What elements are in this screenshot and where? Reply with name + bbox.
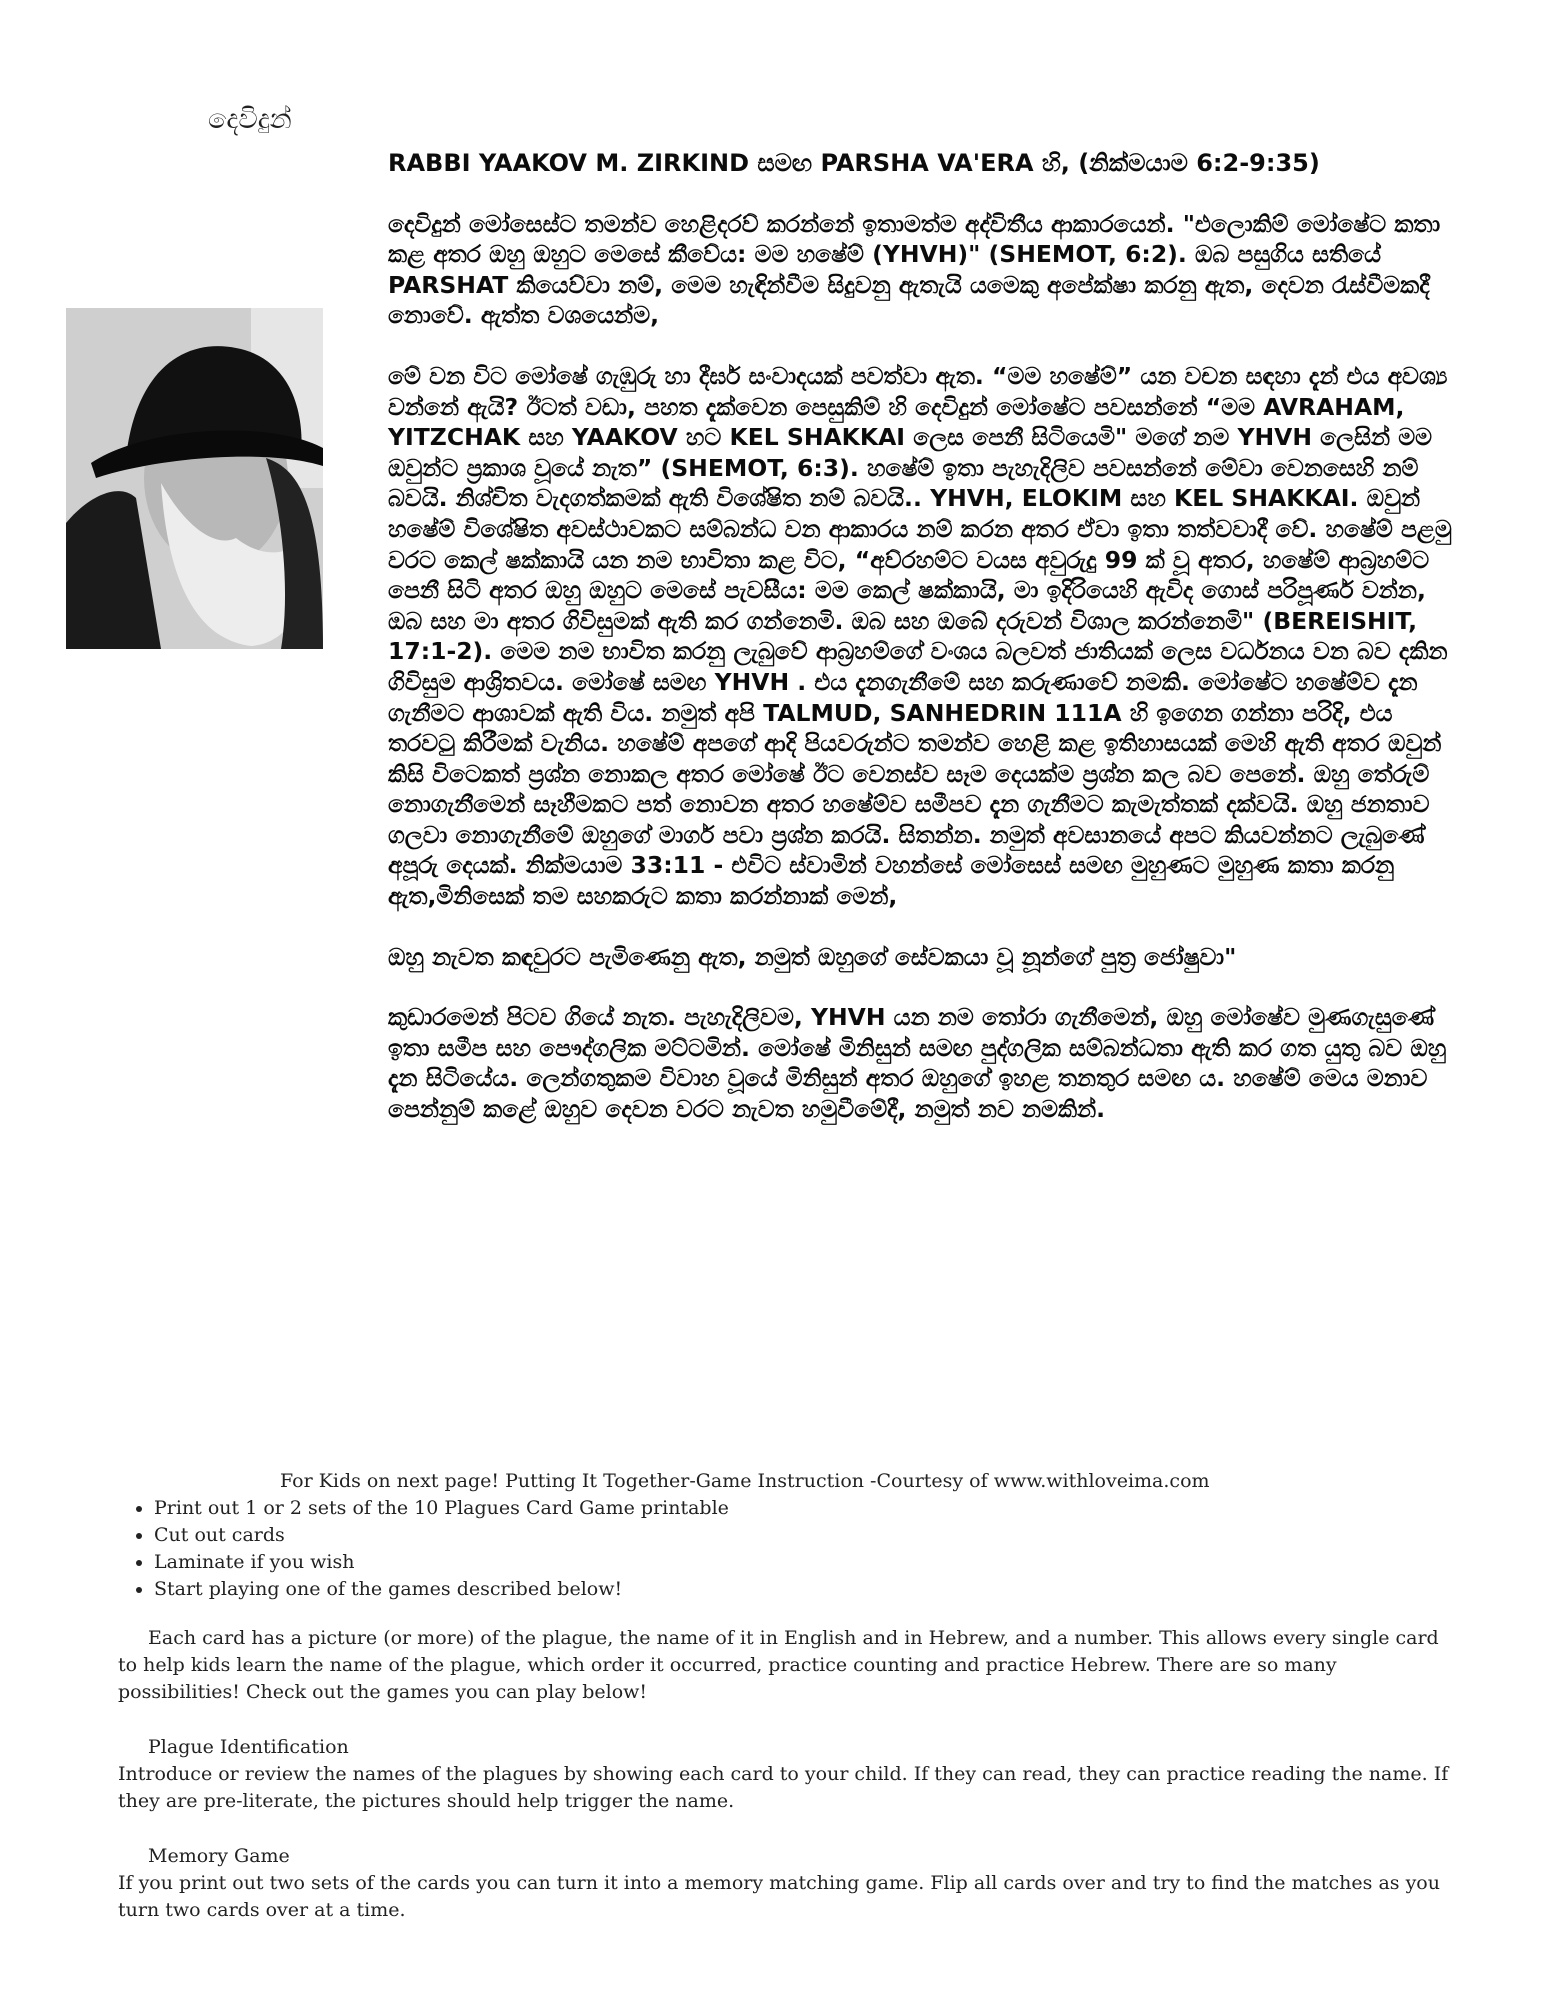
rabbi-portrait-photo — [66, 308, 323, 649]
portrait-illustration — [66, 308, 323, 649]
list-item: • Laminate if you wish — [154, 1549, 1458, 1576]
card-description-paragraph: Each card has a picture (or more) of the plague, the name of it in English and in Hebrew, and a number. This allows every single card to help kids learn the name of the plague, which order it occurred, practice counting and practice Hebrew. There are so many possibilities! Check out the games you can play below! — [118, 1627, 1439, 1703]
game-text-memory: If you print out two sets of the cards you can turn it into a memory matching game. Flip all cards over and try to find the matches as you turn two cards over at a time. — [118, 1872, 1440, 1921]
article-paragraph: මේ වන විට මෝෂේ ගැඹුරු හා දීර්ඝ සංවාදයක් පවත්වා ඇත. “මම හෂේම්” යන වචන සඳහා දැන් එය අවශ්‍ය වන්නේ ඇයි? ඊටත් වඩා, පහත දැක්වෙන පෙසුකිම් හි දෙවිදුන් මෝෂේට පවසන්නේ “මම AVRAHAM, YITZCHAK සහ YAAKOV හට KEL SHAKKAI ලෙස පෙනී සිටියෙමි" මගේ නම YHVH ලෙසින් මම ඔවුන්ට ප්‍රකාශ වූයේ නැත” (SHEMOT, 6:3). හෂේම් ඉතා පැහැදිලිව පවසන්නේ මේවා වෙනසෙහි නම් බවයි. නිශ්චිත වැදගත්කමක් ඇති විශේෂිත නම් බවයි.. YHVH, ELOKIM සහ KEL SHAKKAI. ඔවුන් හෂේම් විශේෂිත අවස්ථාවකට සම්බන්ධ වන ආකාරය නම් කරන අතර ඒවා ඉතා තත්වවාදී වේ. හෂේම් පළමු වරට කෙල් ෂක්කායි යන නම භාවිතා කළ විට, “අව්රහම්ට වයස අවුරුදු 99 ක් වූ අතර, හෂේම් ආබ්‍රහම්ට පෙනී සිටි අතර ඔහු ඔහුට මෙසේ පැවසීය: මම කෙල් ෂක්කායි, මා ඉදිරියෙහි ඇවිද ගොස් පරිපූර්ණ වන්න, ඔබ සහ මා අතර ගිවිසුමක් ඇති කර ගන්නෙමි. ඔබ සහ ඔබේ දරුවන් විශාල කරන්නෙමි" (BEREISHIT, 17:1-2). මෙම නම භාවිත කරනු ලැබුවේ ආබ්‍රහම්ගේ වංශය බලවත් ජාතියක් ලෙස වර්ධනය වන බව දකින ගිවිසුම ආශ්‍රිතවය. මෝෂේ සමඟ YHVH . එය දැනගැනීමේ සහ කරුණාවේ නමකි. මෝෂේට හෂේම්ව දැන ගැනීමට ආශාවක් ඇති විය. නමුත් අපි TALMUD, SANHEDRIN 111A හි ඉගෙන ගන්නා පරිදි, එය තරවටු කිරීමක් වැනිය. හෂේම් අපගේ ආදි පියවරුන්ට තමන්ව හෙළි කළ ඉතිහාසයක් මෙහි ඇති අතර ඔවුන් කිසි විටෙකත් ප්‍රශ්න නොකල අතර මෝෂේ ඊට වෙනස්ව සෑම දෙයක්ම ප්‍රශ්න කල බව පෙනේ. ඔහු තේරුම් නොගැනීමෙන් සෑහීමකට පත් නොවන අතර හෂේම්ව සමීපව දැන ගැනීමට කැමැත්තක් දක්වයි. ඔහු ජනතාව ගලවා නොගැනීමේ ඔහුගේ මාර්ග පවා ප්‍රශ්න කරයි. සිතන්න. නමුත් අවසානයේ අපට කියවන්නට ලැබුණේ අපූරු දෙයක්. නික්මයාම 33:11 - එවිට ස්වාමින් වහන්සේ මෝසෙස් සමඟ මුහුණට මුහුණ කතා කරනු ඇත,මිනිසෙක් තම සහකරුට කතා කරන්නාක් මෙන්, — [388, 361, 1452, 911]
article-title: RABBI YAAKOV M. ZIRKIND සමඟ PARSHA VA'ERA හි, (නික්මයාම 6:2-9:35) — [388, 149, 1320, 177]
game-title-plague-identification: Plague Identification — [148, 1736, 349, 1758]
instruction-steps-list — [118, 1495, 1458, 1603]
article-paragraph: දෙවිදුන් මෝසෙස්ට තමන්ව හෙළිදරව් කරන්නේ ඉතාමත්ම අද්විතීය ආකාරයෙන්. "එලොකිම් මෝෂේට කතා කළ අතර ඔහු ඔහුට මෙසේ කීවේය: මම හෂේම් (YHVH)" (SHEMOT, 6:2). ඔබ පසුගිය සතියේ PARSHAT කියෙව්වා නම්, මෙම හැඳින්වීම සිදුවනු ඇතැයි යමෙකු අපේක්ෂා කරනු ඇත, දෙවන රැස්වීමකදී නොවේ. ඇත්ත වශයෙන්ම, — [388, 209, 1441, 330]
list-item: • Cut out cards — [154, 1522, 1458, 1549]
article-body — [388, 148, 1458, 1155]
article-paragraph: කුඩාරමෙන් පිටව ගියේ නැත. පැහැදිලිවම, YHVH යන නම තෝරා ගැනීමෙන්, ඔහු මෝෂේව මුණගැසුණේ ඉතා සමීප සහ පෞද්ගලික මට්ටමින්. මෝෂේ මිනිසුන් සමඟ පුද්ගලික සම්බන්ධතා ඇති කර ගත යුතු බව ඔහු දැන සිටියේය. ලෙන්ගතුකම විවාහ වූයේ මිනිසුන් අතර ඔහුගේ ඉහළ තනතුර සමඟ ය. හෂේම් මෙය මනාව පෙන්නුම් කළේ ඔහුව දෙවන වරට නැවත හමුවීමේදී, නමුත් නව නමකින්. — [388, 1003, 1447, 1124]
game-text-plague-identification: Introduce or review the names of the plagues by showing each card to your child. If they can read, they can practice reading the name. If they are pre-literate, the pictures should help trigger the name. — [118, 1763, 1449, 1812]
page-heading-word: දෙවිදුන් — [208, 104, 292, 135]
list-item: • Print out 1 or 2 sets of the 10 Plagues Card Game printable — [154, 1495, 1458, 1522]
game-title-memory: Memory Game — [148, 1845, 290, 1867]
kids-intro-line: For Kids on next page! Putting It Together-Game Instruction -Courtesy of www.withloveima.com — [280, 1470, 1210, 1492]
list-item: • Start playing one of the games described below! — [154, 1576, 1458, 1603]
article-paragraph: ඔහු නැවත කඳවුරට පැමිණෙනු ඇත, නමුත් ඔහුගේ සේවකයා වූ නූන්ගේ පුත්‍ර ජෝෂුවා" — [388, 942, 1237, 971]
kids-game-instructions — [118, 1468, 1458, 1924]
